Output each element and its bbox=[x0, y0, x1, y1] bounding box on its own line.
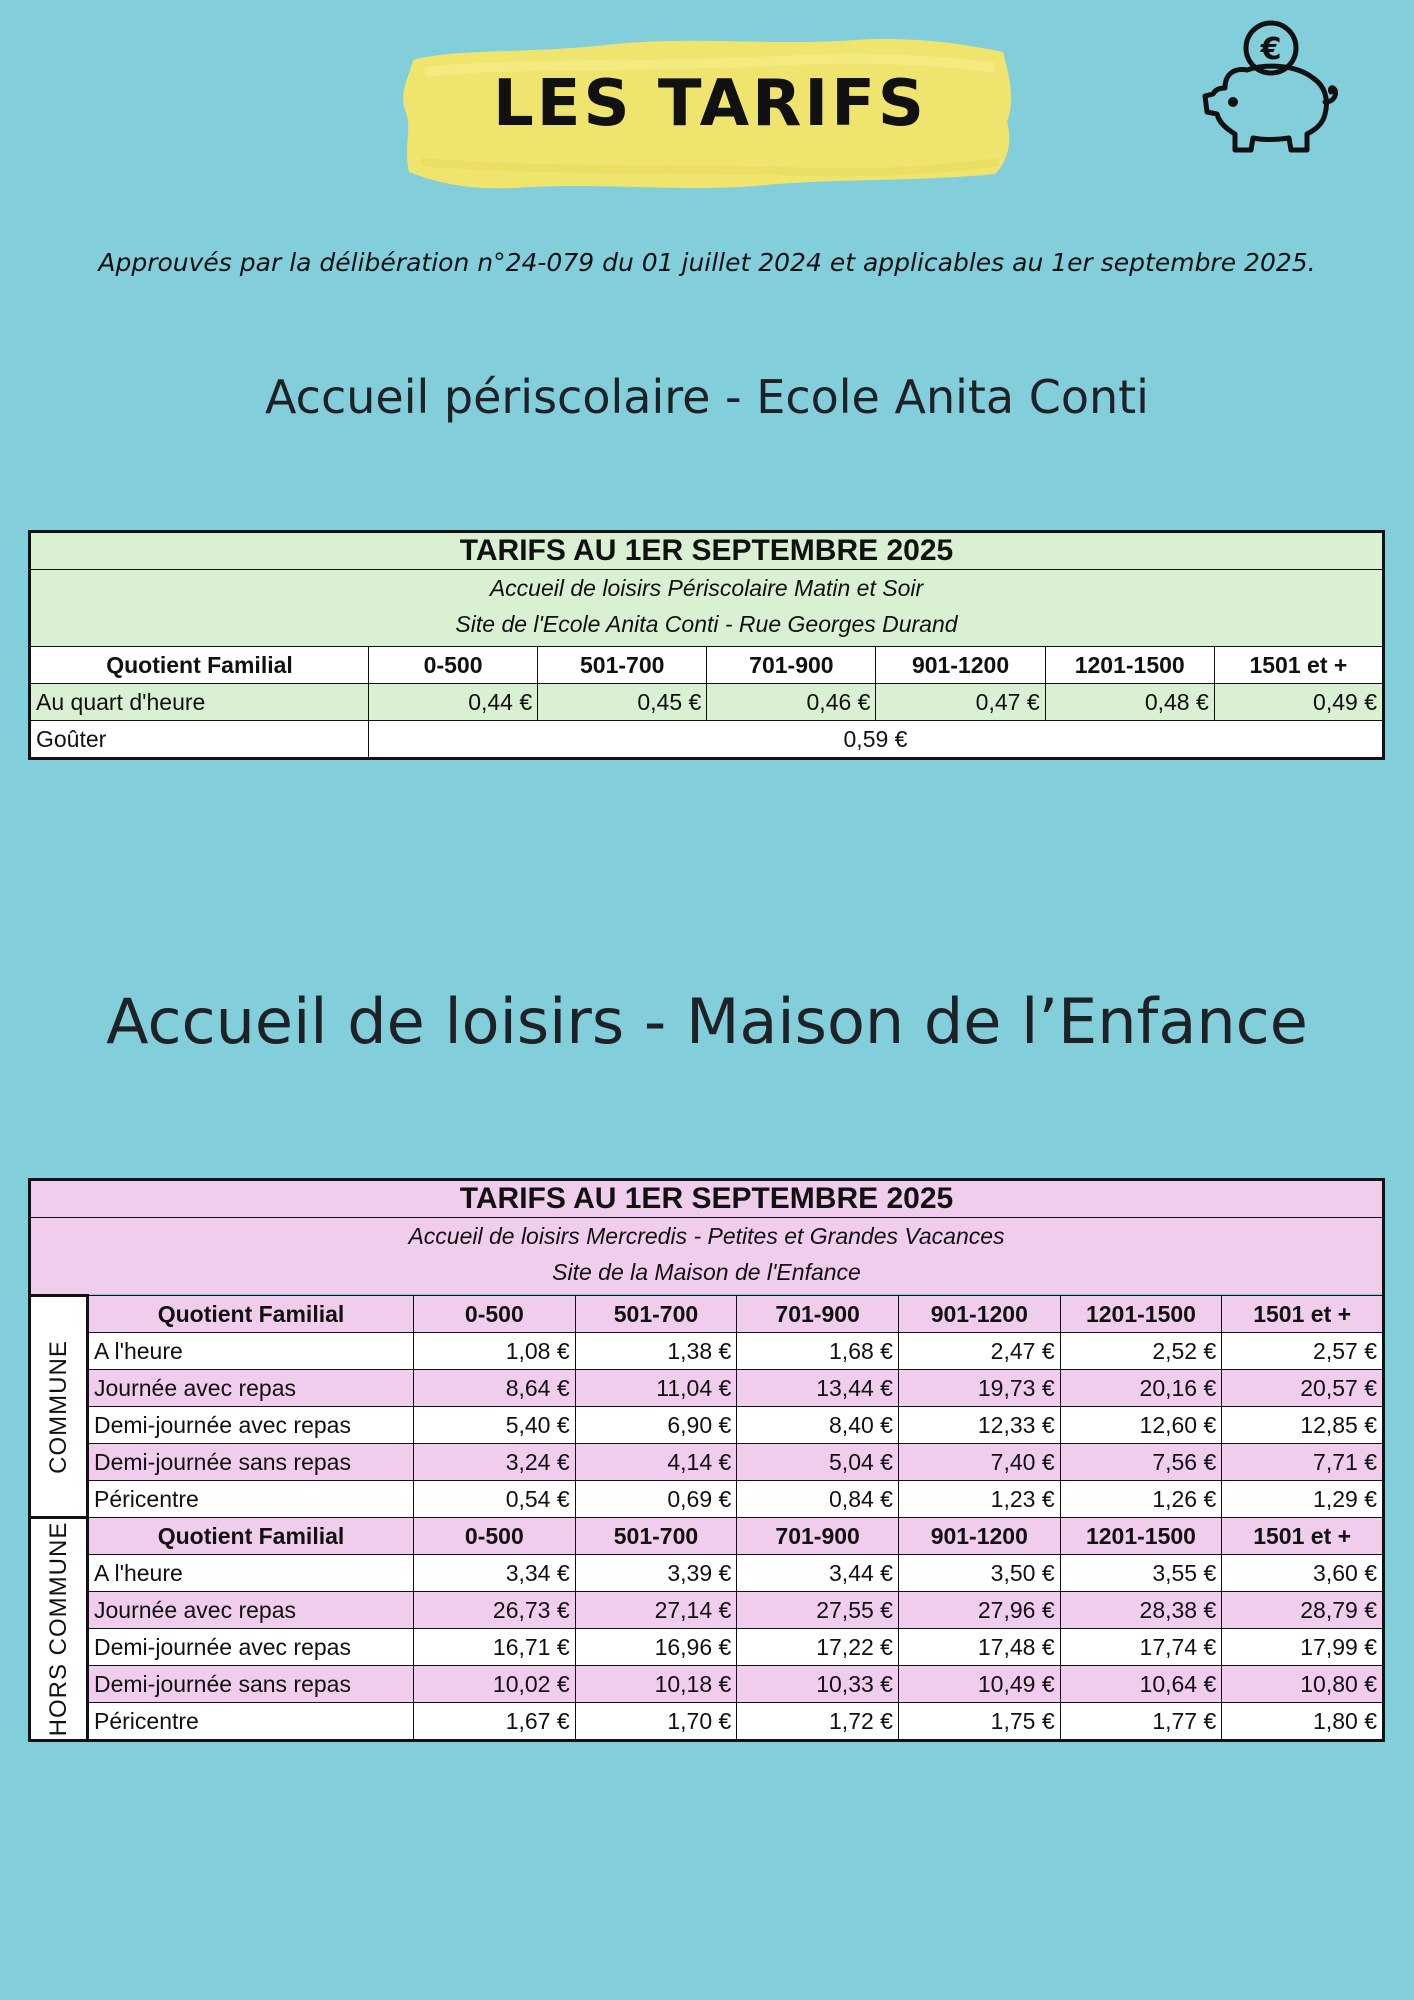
column-header: 701-900 bbox=[707, 647, 876, 684]
column-header: 901-1200 bbox=[876, 647, 1045, 684]
table-row bbox=[30, 1629, 1384, 1666]
price-cell: 20,16 € bbox=[1060, 1370, 1222, 1407]
price-cell: 7,71 € bbox=[1222, 1444, 1384, 1481]
price-cell: 10,02 € bbox=[414, 1666, 576, 1703]
table-row bbox=[30, 721, 1384, 759]
price-cell: 17,48 € bbox=[898, 1629, 1060, 1666]
row-label: Péricentre bbox=[88, 1703, 414, 1741]
column-header: Quotient Familial bbox=[30, 647, 369, 684]
price-cell: 12,60 € bbox=[1060, 1407, 1222, 1444]
table-row bbox=[30, 1666, 1384, 1703]
column-header: 701-900 bbox=[737, 1296, 899, 1333]
price-cell: 0,45 € bbox=[538, 684, 707, 721]
price-cell: 0,48 € bbox=[1045, 684, 1214, 721]
price-cell: 17,22 € bbox=[737, 1629, 899, 1666]
column-header: 901-1200 bbox=[898, 1296, 1060, 1333]
price-cell: 5,40 € bbox=[414, 1407, 576, 1444]
group-label-commune: COMMUNE bbox=[30, 1296, 88, 1518]
section-heading-maison-enfance: Accueil de loisirs - Maison de l’Enfance bbox=[106, 985, 1308, 1058]
table-site: Site de l'Ecole Anita Conti - Rue Georges Durand bbox=[30, 606, 1384, 647]
price-cell: 27,96 € bbox=[898, 1592, 1060, 1629]
section-heading-periscolaire: Accueil périscolaire - Ecole Anita Conti bbox=[265, 370, 1149, 424]
row-label: Journée avec repas bbox=[88, 1370, 414, 1407]
price-cell: 1,26 € bbox=[1060, 1481, 1222, 1518]
column-header: 1501 et + bbox=[1222, 1296, 1384, 1333]
column-header: 901-1200 bbox=[898, 1518, 1060, 1555]
price-cell: 1,72 € bbox=[737, 1703, 899, 1741]
table-site: Site de la Maison de l'Enfance bbox=[30, 1254, 1384, 1296]
group-label-hors-commune: HORS COMMUNE bbox=[30, 1518, 88, 1741]
row-label: A l'heure bbox=[88, 1333, 414, 1370]
price-cell: 17,99 € bbox=[1222, 1629, 1384, 1666]
table-row bbox=[30, 1592, 1384, 1629]
price-cell: 1,29 € bbox=[1222, 1481, 1384, 1518]
column-header: 0-500 bbox=[414, 1296, 576, 1333]
row-label: Demi-journée sans repas bbox=[88, 1666, 414, 1703]
price-cell: 3,39 € bbox=[575, 1555, 737, 1592]
price-cell: 1,75 € bbox=[898, 1703, 1060, 1741]
table-row bbox=[30, 1481, 1384, 1518]
column-header: 1201-1500 bbox=[1045, 647, 1214, 684]
price-cell: 0,59 € bbox=[369, 721, 1384, 759]
price-cell: 16,71 € bbox=[414, 1629, 576, 1666]
price-cell: 3,55 € bbox=[1060, 1555, 1222, 1592]
column-header: 501-700 bbox=[575, 1296, 737, 1333]
price-cell: 20,57 € bbox=[1222, 1370, 1384, 1407]
piggy-bank-euro-icon bbox=[1195, 18, 1345, 163]
tarif-table-periscolaire bbox=[28, 530, 1385, 760]
column-header: 1501 et + bbox=[1222, 1518, 1384, 1555]
tarif-table-maison-enfance bbox=[28, 1178, 1385, 1742]
column-header: 0-500 bbox=[369, 647, 538, 684]
price-cell: 11,04 € bbox=[575, 1370, 737, 1407]
price-cell: 1,70 € bbox=[575, 1703, 737, 1741]
page-title: LES TARIFS bbox=[493, 66, 927, 141]
column-header: 701-900 bbox=[737, 1518, 899, 1555]
column-header: 1501 et + bbox=[1214, 647, 1383, 684]
column-header: 1201-1500 bbox=[1060, 1296, 1222, 1333]
price-cell: 0,49 € bbox=[1214, 684, 1383, 721]
price-cell: 27,55 € bbox=[737, 1592, 899, 1629]
price-cell: 1,23 € bbox=[898, 1481, 1060, 1518]
price-cell: 26,73 € bbox=[414, 1592, 576, 1629]
price-cell: 0,44 € bbox=[369, 684, 538, 721]
price-cell: 28,79 € bbox=[1222, 1592, 1384, 1629]
row-label: Au quart d'heure bbox=[30, 684, 369, 721]
column-header: 1201-1500 bbox=[1060, 1518, 1222, 1555]
price-cell: 28,38 € bbox=[1060, 1592, 1222, 1629]
price-cell: 7,40 € bbox=[898, 1444, 1060, 1481]
price-cell: 1,80 € bbox=[1222, 1703, 1384, 1741]
row-label: Demi-journée sans repas bbox=[88, 1444, 414, 1481]
table-subtitle: Accueil de loisirs Mercredis - Petites et Grandes Vacances bbox=[30, 1218, 1384, 1255]
price-cell: 1,67 € bbox=[414, 1703, 576, 1741]
price-cell: 10,80 € bbox=[1222, 1666, 1384, 1703]
column-header: 501-700 bbox=[538, 647, 707, 684]
table-row bbox=[30, 684, 1384, 721]
price-cell: 0,54 € bbox=[414, 1481, 576, 1518]
price-cell: 1,38 € bbox=[575, 1333, 737, 1370]
price-cell: 3,60 € bbox=[1222, 1555, 1384, 1592]
column-header: 501-700 bbox=[575, 1518, 737, 1555]
row-label: Demi-journée avec repas bbox=[88, 1629, 414, 1666]
table-row bbox=[30, 1407, 1384, 1444]
price-cell: 16,96 € bbox=[575, 1629, 737, 1666]
table-row bbox=[30, 1703, 1384, 1741]
price-cell: 10,64 € bbox=[1060, 1666, 1222, 1703]
row-label: Journée avec repas bbox=[88, 1592, 414, 1629]
table-row bbox=[30, 1370, 1384, 1407]
column-header: 0-500 bbox=[414, 1518, 576, 1555]
price-cell: 0,69 € bbox=[575, 1481, 737, 1518]
price-cell: 0,46 € bbox=[707, 684, 876, 721]
table-title: TARIFS AU 1ER SEPTEMBRE 2025 bbox=[30, 532, 1384, 570]
price-cell: 3,50 € bbox=[898, 1555, 1060, 1592]
price-cell: 17,74 € bbox=[1060, 1629, 1222, 1666]
price-cell: 10,49 € bbox=[898, 1666, 1060, 1703]
price-cell: 0,47 € bbox=[876, 684, 1045, 721]
price-cell: 6,90 € bbox=[575, 1407, 737, 1444]
price-cell: 0,84 € bbox=[737, 1481, 899, 1518]
price-cell: 3,24 € bbox=[414, 1444, 576, 1481]
table-row bbox=[30, 1333, 1384, 1370]
table-title: TARIFS AU 1ER SEPTEMBRE 2025 bbox=[30, 1180, 1384, 1218]
price-cell: 4,14 € bbox=[575, 1444, 737, 1481]
approval-note: Approuvés par la délibération n°24-079 du 01 juillet 2024 et applicables au 1er septembre 2025. bbox=[98, 248, 1316, 277]
row-label: Demi-journée avec repas bbox=[88, 1407, 414, 1444]
table-row bbox=[30, 1555, 1384, 1592]
price-cell: 1,08 € bbox=[414, 1333, 576, 1370]
price-cell: 7,56 € bbox=[1060, 1444, 1222, 1481]
price-cell: 13,44 € bbox=[737, 1370, 899, 1407]
price-cell: 8,64 € bbox=[414, 1370, 576, 1407]
price-cell: 2,52 € bbox=[1060, 1333, 1222, 1370]
column-header: Quotient Familial bbox=[88, 1296, 414, 1333]
price-cell: 8,40 € bbox=[737, 1407, 899, 1444]
price-cell: 2,57 € bbox=[1222, 1333, 1384, 1370]
price-cell: 10,18 € bbox=[575, 1666, 737, 1703]
price-cell: 1,77 € bbox=[1060, 1703, 1222, 1741]
price-cell: 2,47 € bbox=[898, 1333, 1060, 1370]
price-cell: 10,33 € bbox=[737, 1666, 899, 1703]
price-cell: 3,44 € bbox=[737, 1555, 899, 1592]
price-cell: 3,34 € bbox=[414, 1555, 576, 1592]
row-label: Péricentre bbox=[88, 1481, 414, 1518]
price-cell: 12,85 € bbox=[1222, 1407, 1384, 1444]
price-cell: 1,68 € bbox=[737, 1333, 899, 1370]
price-cell: 27,14 € bbox=[575, 1592, 737, 1629]
column-header: Quotient Familial bbox=[88, 1518, 414, 1555]
euro-sign: € bbox=[1260, 32, 1282, 67]
table-subtitle: Accueil de loisirs Périscolaire Matin et Soir bbox=[30, 570, 1384, 607]
price-cell: 12,33 € bbox=[898, 1407, 1060, 1444]
price-cell: 5,04 € bbox=[737, 1444, 899, 1481]
price-cell: 19,73 € bbox=[898, 1370, 1060, 1407]
row-label: A l'heure bbox=[88, 1555, 414, 1592]
row-label: Goûter bbox=[30, 721, 369, 759]
title-banner bbox=[395, 22, 1025, 197]
table-row bbox=[30, 1444, 1384, 1481]
